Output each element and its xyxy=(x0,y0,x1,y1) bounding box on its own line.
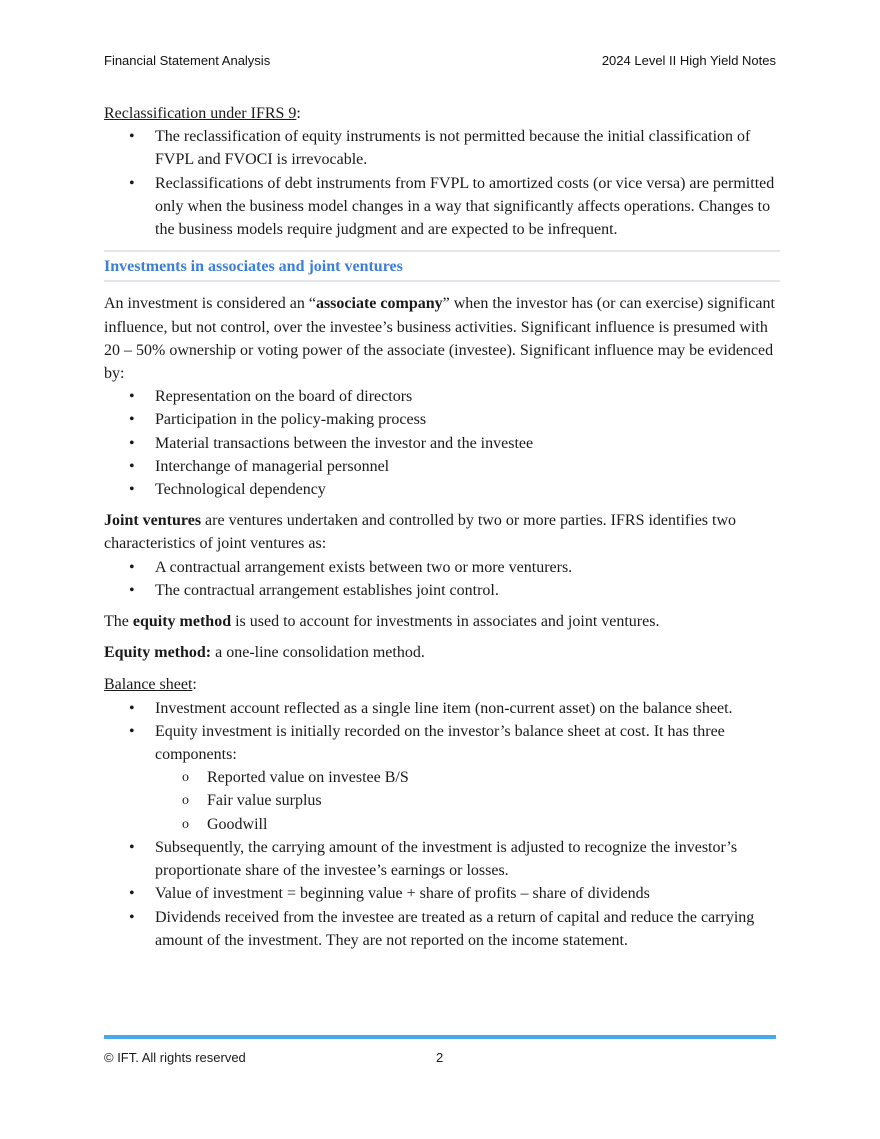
list-item: • Dividends received from the investee are treated as a return of capital and reduce the carrying amount of the investment. They are not reported on the income statement. xyxy=(104,906,780,952)
list-item: • Investment account reflected as a single line item (non-current asset) on the balance sheet. xyxy=(104,697,780,720)
list-item: • Representation on the board of directors xyxy=(104,385,780,408)
equity-pre: The xyxy=(104,613,133,631)
associate-term: associate company xyxy=(315,295,443,313)
equity-def-post: a one-line consolidation method. xyxy=(211,644,425,662)
list-item: • Subsequently, the carrying amount of the investment is adjusted to recognize the investor’s proportionate share of the investee’s earnings or losses. xyxy=(104,836,780,882)
list-item: • A contractual arrangement exists between two or more venturers. xyxy=(104,556,780,579)
footer-rule xyxy=(104,1035,776,1039)
document-body xyxy=(104,102,780,952)
reclass-title: Reclassification under IFRS 9 xyxy=(104,105,297,122)
sublist-item: o Fair value surplus xyxy=(155,789,780,812)
components-sublist xyxy=(155,766,780,836)
balance-title-line xyxy=(104,673,780,696)
jv-term: Joint ventures xyxy=(104,512,202,530)
reclass-list xyxy=(104,125,780,241)
list-item: • Interchange of managerial personnel xyxy=(104,455,780,478)
list-item: • The contractual arrangement establishes joint control. xyxy=(104,579,780,602)
list-item: • Material transactions between the investor and the investee xyxy=(104,432,780,455)
footer-copyright: © IFT. All rights reserved xyxy=(104,1050,246,1065)
reclass-title-colon: : xyxy=(296,105,301,122)
list-item: • The reclassification of equity instruments is not permitted because the initial classification of FVPL and FVOCI is irrevocable. xyxy=(104,125,780,171)
associate-paragraph xyxy=(104,292,780,385)
header-right-title: 2024 Level II High Yield Notes xyxy=(601,53,776,68)
equity-post: is used to account for investments in associates and joint ventures. xyxy=(231,613,660,631)
list-item-text: Equity investment is initially recorded on the investor’s balance sheet at cost. It has three components: xyxy=(155,722,725,764)
sublist-item: o Goodwill xyxy=(155,813,780,836)
jv-paragraph xyxy=(104,509,780,555)
page-number: 2 xyxy=(436,1050,444,1065)
jv-list xyxy=(104,556,780,602)
balance-list xyxy=(104,697,780,952)
equity-def-term: Equity method: xyxy=(104,644,212,662)
associate-list xyxy=(104,385,780,501)
associate-pre: An investment is considered an “ xyxy=(104,295,316,313)
balance-title: Balance sheet xyxy=(104,676,193,694)
reclass-title-line xyxy=(104,102,780,125)
list-item: • Participation in the policy-making process xyxy=(104,408,780,431)
associate-post: ” when the investor has (or can exercise) significant influence, but not control, over the investee’s business activities. Significant influence is presumed with 20 – 50% ownership or voting power of the associate (investee). Significant influence may be evidenced by: xyxy=(104,295,775,383)
jv-post: are ventures undertaken and controlled by two or more parties. IFRS identifies two characteristics of joint ventures as: xyxy=(104,512,737,553)
header-left-title: Financial Statement Analysis xyxy=(104,53,271,68)
equity-term: equity method xyxy=(132,613,232,631)
equity-method-paragraph xyxy=(104,610,780,633)
sublist-item: o Reported value on investee B/S xyxy=(155,766,780,789)
list-item: • Technological dependency xyxy=(104,478,780,501)
list-item xyxy=(104,720,780,836)
list-item: • Value of investment = beginning value + share of profits – share of dividends xyxy=(104,882,780,905)
section-heading: Investments in associates and joint ventures xyxy=(104,250,780,282)
list-item: • Reclassifications of debt instruments from FVPL to amortized costs (or vice versa) are permitted only when the business model changes in a way that significantly affects operations. Changes to the business models require judgment and are expected to be infrequent. xyxy=(104,172,780,242)
equity-definition xyxy=(104,641,780,664)
balance-title-colon: : xyxy=(192,676,197,694)
page-header xyxy=(104,53,776,68)
